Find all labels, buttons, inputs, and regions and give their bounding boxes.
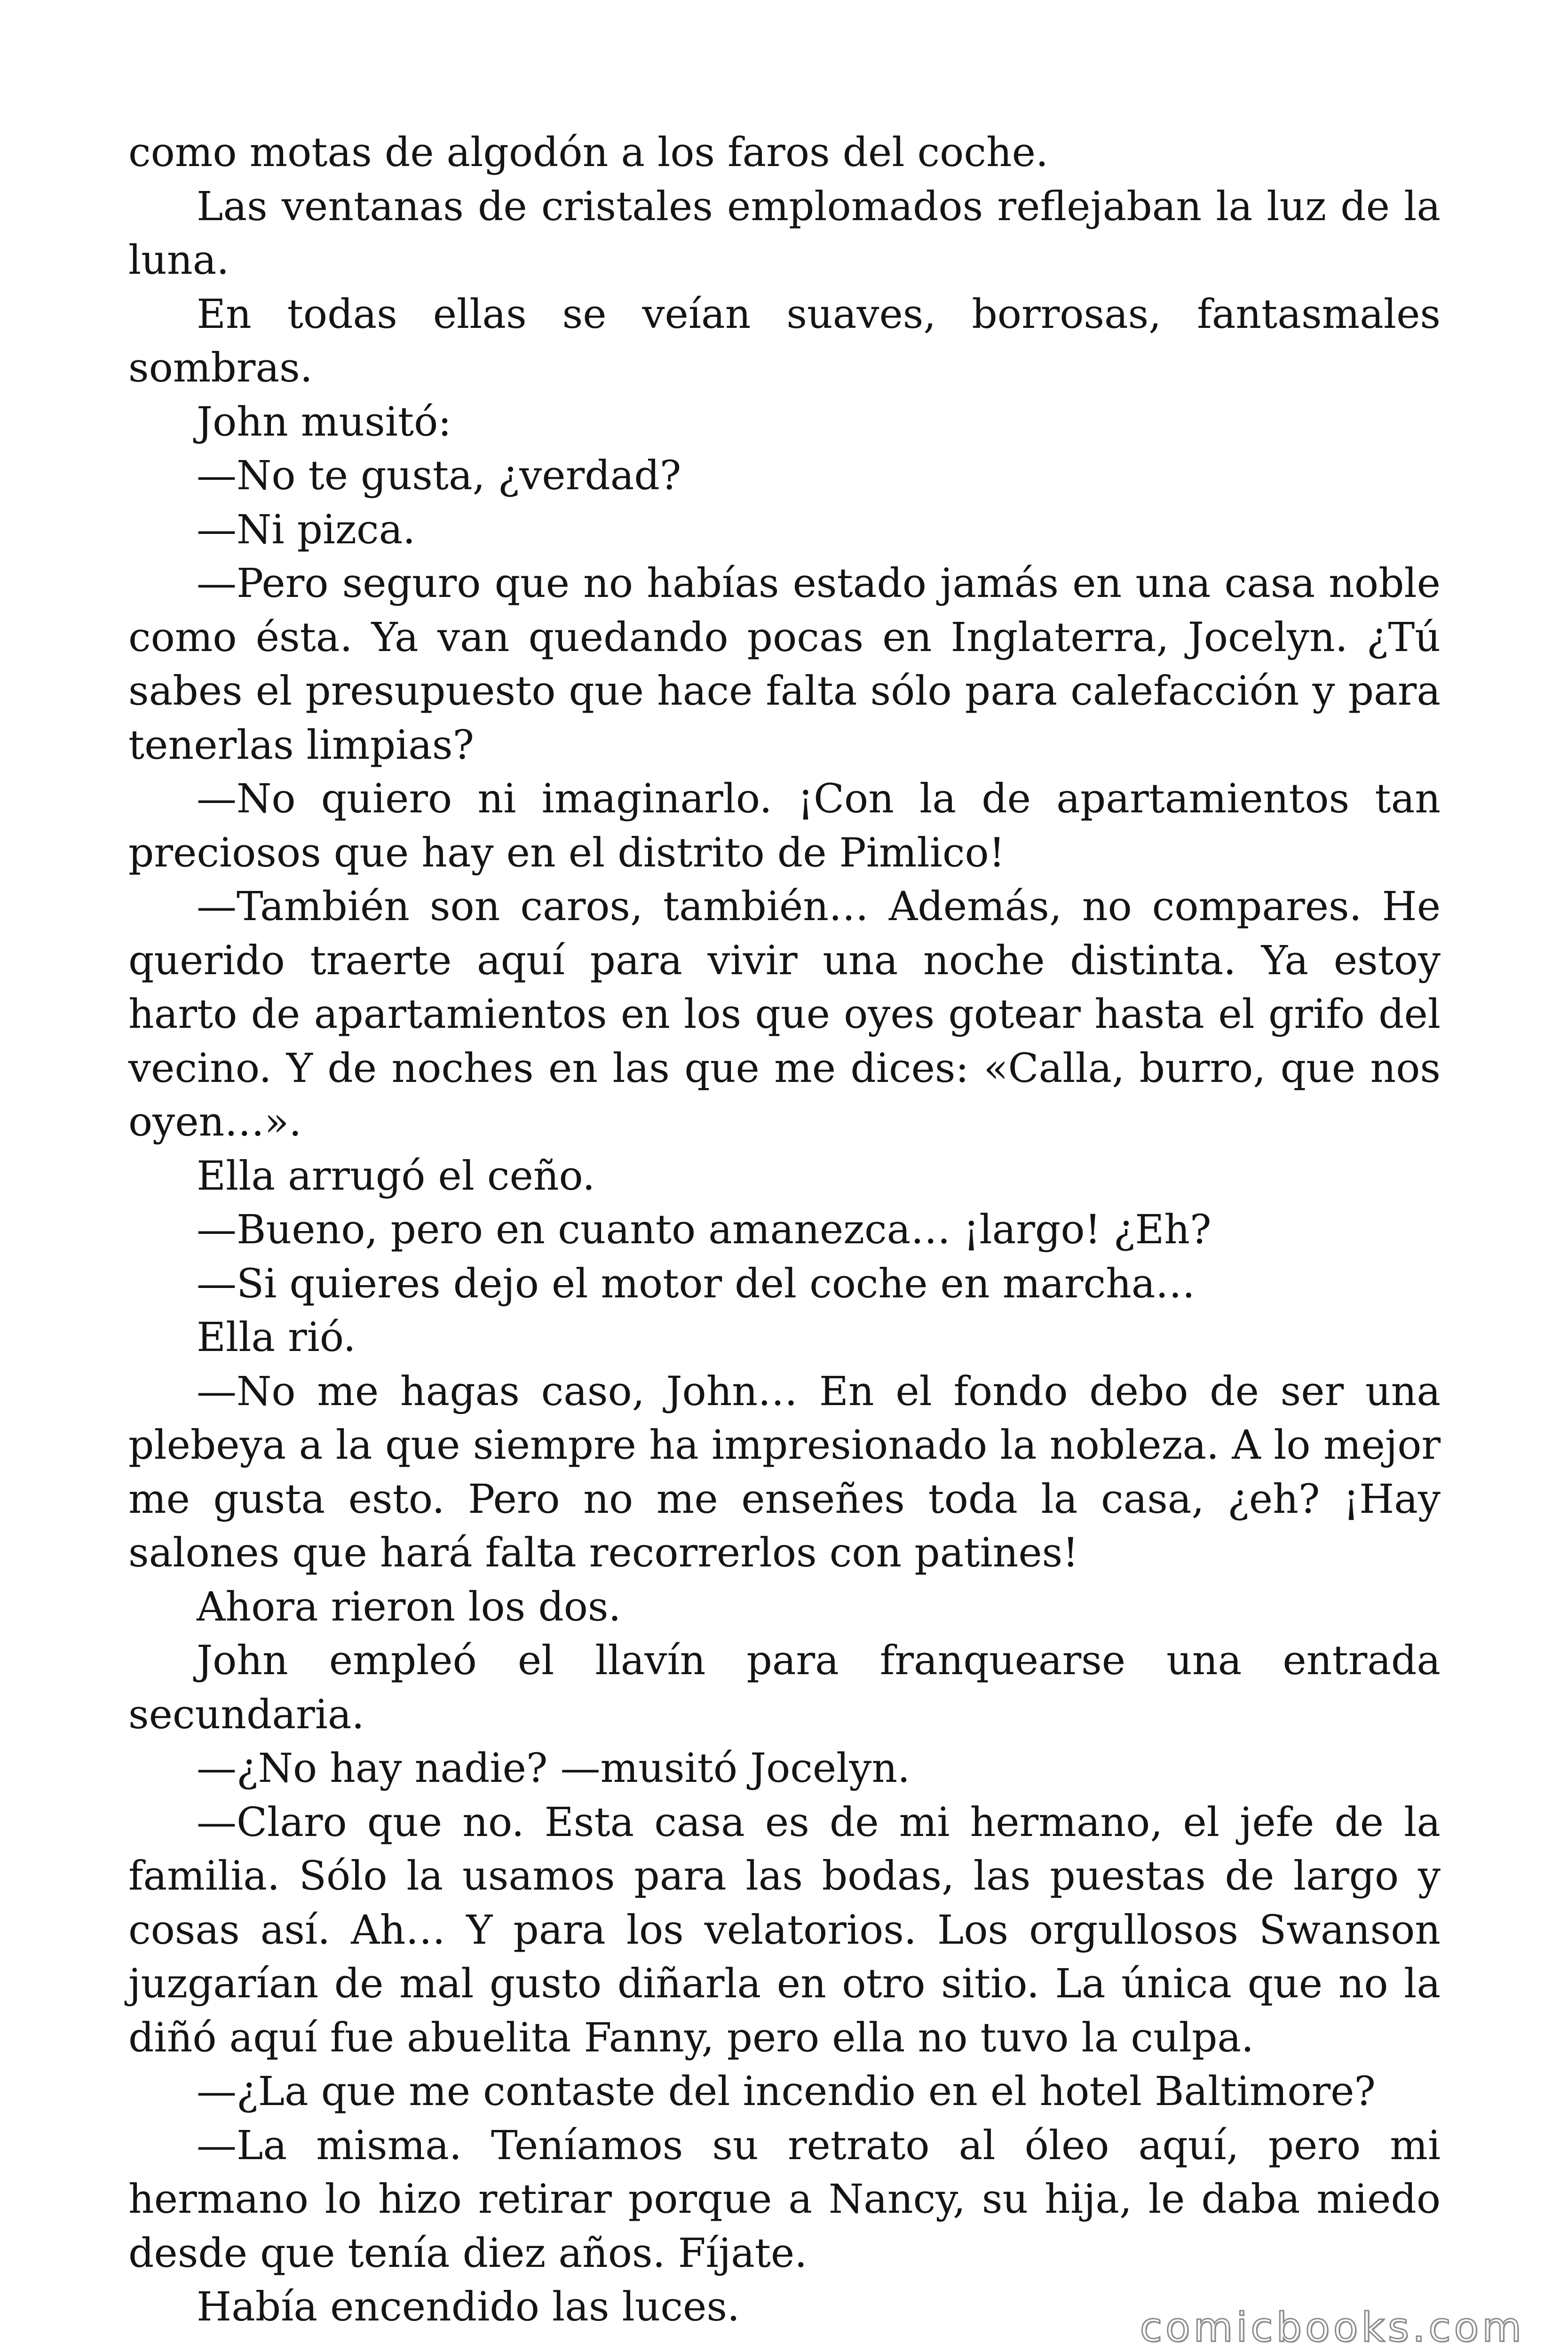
paragraph: John musitó:	[197, 398, 451, 445]
paragraph: En todas ellas se veían suaves, borrosas, fantasmales sombras.	[128, 291, 1441, 391]
paragraph: Había encendido las luces.	[197, 2284, 740, 2330]
paragraph: Ahora rieron los dos.	[197, 1583, 621, 1630]
paragraph: —Claro que no. Esta casa es de mi hermano, el jefe de la familia. Sólo la usamos para las bodas, las puestas de largo y cosas así. Ah… Y para los velatorios. Los orgullosos Swanson juzgarían de mal gusto diñarla en otro sitio. La única que no la diñó aquí fue abuelita Fanny, pero ella no tuvo la culpa.	[128, 1799, 1441, 2061]
paragraph: —No quiero ni imaginarlo. ¡Con la de apartamientos tan preciosos que hay en el distrito de Pimlico!	[128, 776, 1441, 876]
paragraph: Ella rió.	[197, 1314, 356, 1361]
paragraph: —No te gusta, ¿verdad?	[197, 453, 681, 499]
paragraph: —¿No hay nadie? —musitó Jocelyn.	[197, 1745, 911, 1792]
paragraph: —No me hagas caso, John… En el fondo debo de ser una plebeya a la que siempre ha impresionado la nobleza. A lo mejor me gusta esto. Pero no me enseñes toda la casa, ¿eh? ¡Hay salones que hará falta recorrerlos con patines!	[128, 1368, 1441, 1576]
paragraph: como motas de algodón a los faros del coche.	[128, 129, 1048, 176]
paragraph: —¿La que me contaste del incendio en el hotel Baltimore?	[197, 2068, 1376, 2115]
paragraph: Las ventanas de cristales emplomados reflejaban la luz de la luna.	[128, 183, 1441, 284]
paragraph: —También son caros, también… Además, no compares. He querido traerte aquí para vivir una noche distinta. Ya estoy harto de apartamientos en los que oyes gotear hasta el grifo del vecino. Y de noches en las que me dices: «Calla, burro, que nos oyen…».	[128, 883, 1441, 1145]
paragraph: Ella arrugó el ceño.	[197, 1152, 595, 1200]
paragraph: —La misma. Teníamos su retrato al óleo aquí, pero mi hermano lo hizo retirar porque a Nancy, su hija, le daba miedo desde que tenía diez años. Fíjate.	[128, 2122, 1441, 2277]
paragraph: —Si quieres dejo el motor del coche en marcha…	[197, 1260, 1196, 1307]
watermark: comicbooks.com	[1140, 2304, 1525, 2351]
paragraph: —Pero seguro que no habías estado jamás en una casa noble como ésta. Ya van quedando pocas en Inglaterra, Jocelyn. ¿Tú sabes el presupuesto que hace falta sólo para calefacción y para tenerlas limpias?	[128, 560, 1441, 769]
paragraph: —Ni pizca.	[197, 506, 416, 553]
paragraph: John empleó el llavín para franquearse una entrada secundaria.	[128, 1637, 1441, 1738]
paragraph: —Bueno, pero en cuanto amanezca… ¡largo! ¿Eh?	[197, 1207, 1212, 1253]
book-page-text	[128, 126, 1441, 2335]
